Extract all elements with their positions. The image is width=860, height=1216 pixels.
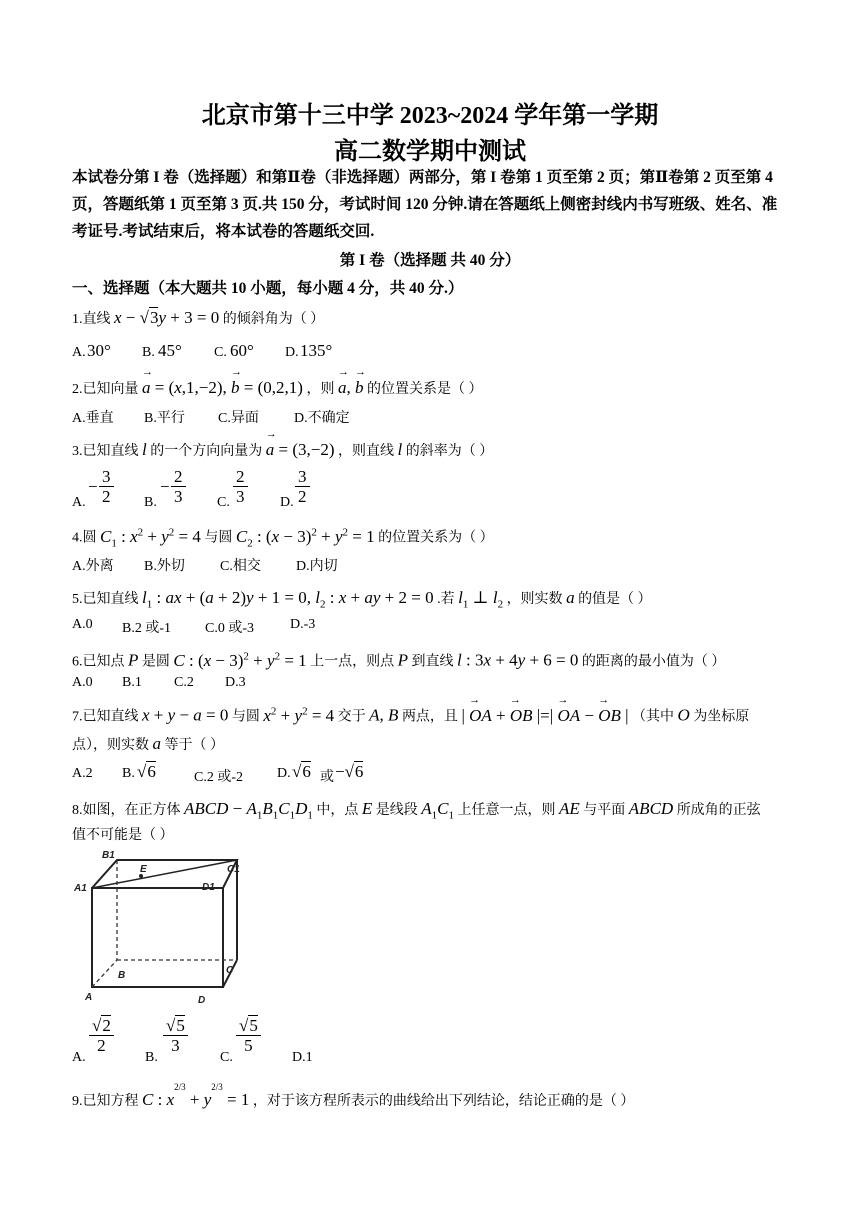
question-8: 8.如图，在正方体 ABCD − $A_1B_1C_1D_1$ 中，点 E 是线段 $A_1C_1$ 上任意一点，则 AE 与平面 ABCD 所成角的正弦 (72, 799, 761, 822)
label-d: D (198, 995, 206, 1006)
part-heading: 第 I 卷（选择题 共 40 分） (339, 252, 521, 269)
question-1: 1.直线 x − √3y + 3 = 0 的倾斜角为（ ） (72, 308, 325, 327)
question-5: 5.已知直线 $l_1$ : ax + (a + 2)y + 1 = 0, $l_2$ : x + ay + 2 = 0 .若 $l_1$ ⊥ $l_2$ ，则实数 a 的值是（ ） (72, 588, 652, 611)
cube-hidden-edge-ab (92, 960, 117, 987)
label-a: A (85, 992, 93, 1003)
label-c1: C1 (227, 864, 240, 875)
question-7-line2: 点），则实数 a 等于（ ） (72, 734, 224, 753)
question-3: 3.已知直线 l 的一个方向向量为 → a = (3,−2) ，则直线 l 的斜率为（ ） (72, 440, 493, 460)
question-4: 4.圆 $C_1$ : $x^2 + y^2 = 4$ 与圆 $C_2$ : $(x - 3)^2 + y^2 = 1$ 的位置关系为（ ） (72, 526, 494, 550)
section-heading: 一、选择题（本大题共 10 小题，每小题 4 分，共 40 分.） (72, 280, 464, 297)
label-d1: D1 (202, 882, 215, 893)
exam-title: 北京市第十三中学 2023~2024 学年第一学期 (201, 103, 659, 129)
label-b: B (118, 970, 126, 981)
exam-instructions: 本试卷分第 I 卷（选择题）和第Ⅱ卷（非选择题）两部分，第 I 卷第 1 页至第 2 页；第Ⅱ卷第 2 页至第 4 页，答题纸第 1 页至第 3 页.共 150 分，考试时间 120 分钟.请在答题纸上侧密封线内书写班级、姓名、准考证号.考试结束后，将本试卷的答题纸交回. (72, 169, 778, 240)
question-7: 7.已知直线 x + y − a = 0 与圆 $x^2 + y^2 = 4$ 交于 A, B 两点，且 | → OA + → OB |=| → OA − → OB | （其中 O 为坐标原 (72, 705, 749, 726)
label-e: E (140, 864, 147, 875)
cube-front-face (92, 888, 223, 987)
q2-vectors: → a = (x,1,−2), → b = (0,2,1) (142, 378, 303, 397)
exam-subtitle: 高二数学期中测试 (334, 139, 526, 165)
q3-options: A. − $\frac{3}{2}$ B. − $\frac{2}{3}$ C. $\frac{2}{3}$ D. $\frac{3}{2}$ (72, 467, 372, 513)
q8-options: A. $\frac{√2}{2}$ B. $\frac{√5}{3}$ C. $\frac{√5}{5}$ D.1 (72, 1016, 313, 1065)
question-2: 2.已知向量 → a = (x,1,−2), → b = (0,2,1) ，则 → a, → b 的位置关系是（ ） (72, 378, 482, 398)
label-b1: B1 (102, 850, 115, 861)
label-c: C (226, 965, 234, 976)
question-9: 9.已知方程 C : $x^{2/3} + y^{2/3} = 1$ ，对于该方程所表示的曲线给出下列结论，结论正确的是（ ） (72, 1082, 635, 1109)
label-a1: A1 (74, 883, 87, 894)
q1-equation: x − √3y + 3 = 0 (114, 308, 220, 327)
question-8-line2: 值不可能是（ ） (72, 828, 174, 843)
question-6: 6.已知点 P 是圆 C : $(x - 3)^2 + y^2 = 1$ 上一点，则点 P 到直线 l : 3x + 4y + 6 = 0 的距离的最小值为（ ） (72, 650, 726, 670)
cube-figure (70, 845, 250, 1010)
